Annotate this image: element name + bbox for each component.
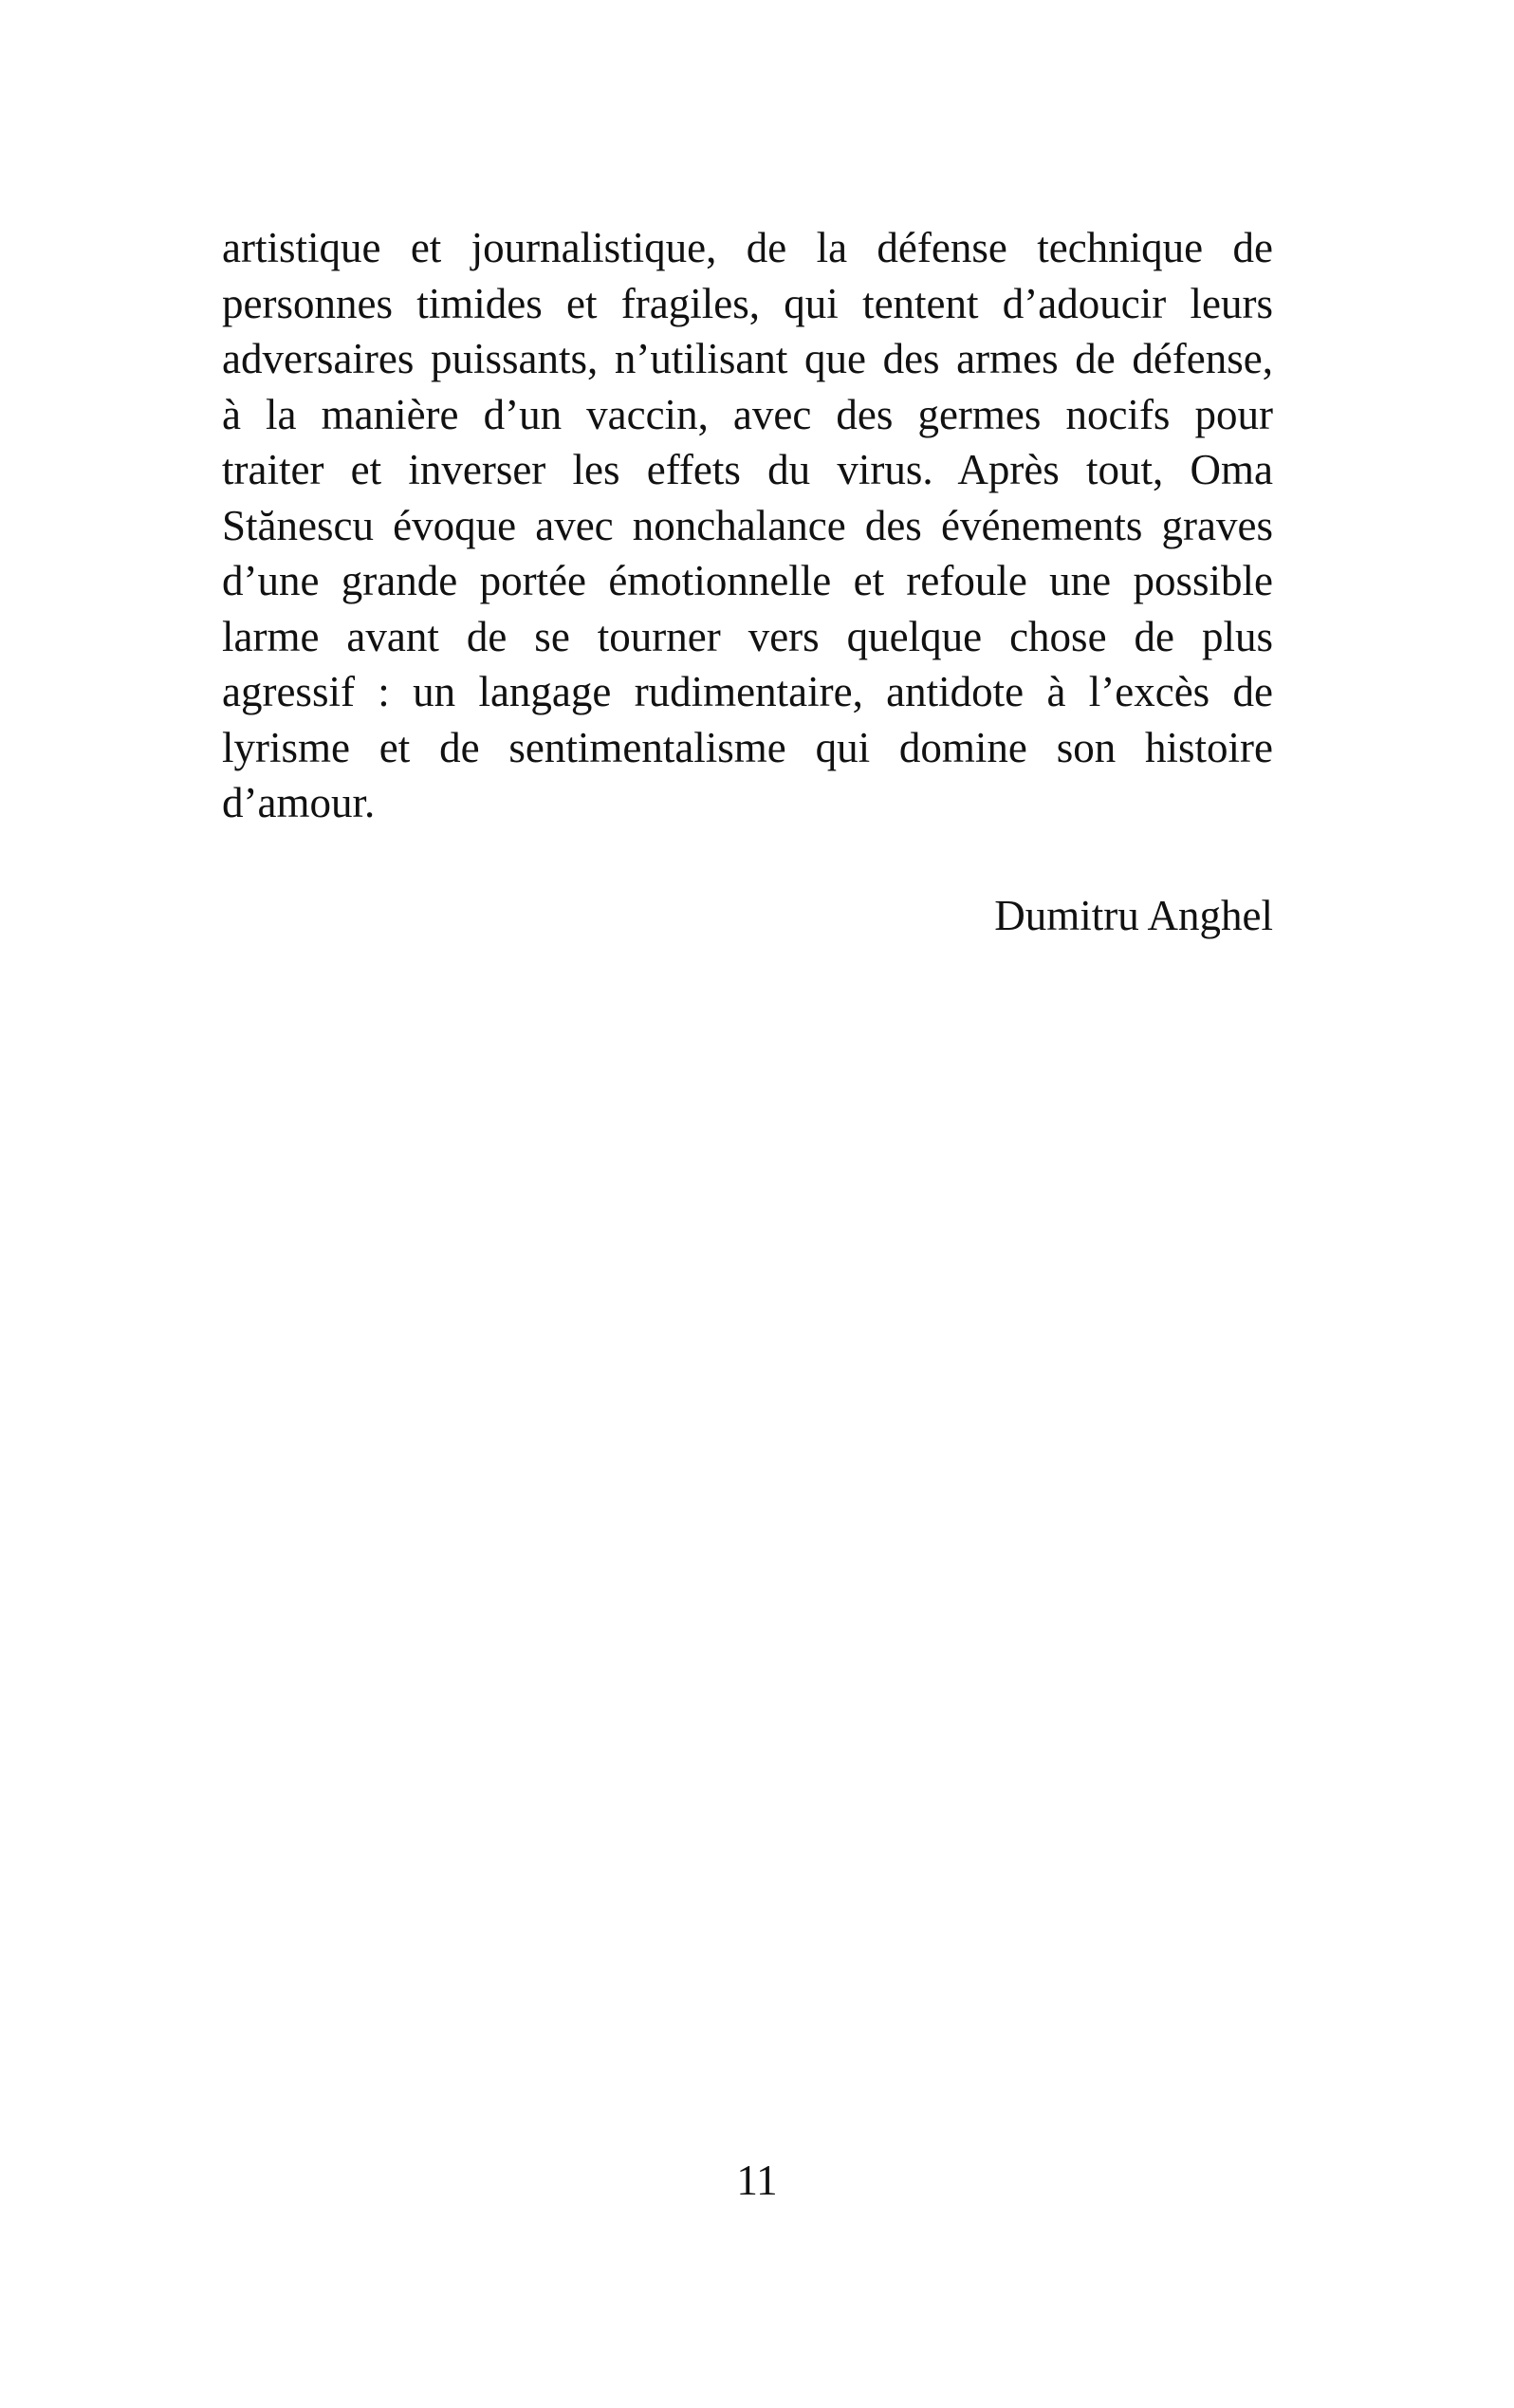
paragraph-line: adversaires puissants, n’utilisant que des armes de défense, [222, 335, 1273, 382]
body-paragraph [222, 220, 1273, 831]
paragraph-line: lyrisme et de sentimentalisme qui domine son histoire [222, 723, 1273, 771]
paragraph-line: d’une grande portée émotionnelle et refoule une possible [222, 557, 1273, 604]
paragraph-line: personnes timides et fragiles, qui tentent d’adoucir leurs [222, 279, 1273, 327]
page-number: 11 [736, 2157, 778, 2204]
paragraph-line: artistique et journalistique, de la défense technique de [222, 224, 1273, 271]
author-signature: Dumitru Anghel [994, 892, 1273, 939]
paragraph-line: à la manière d’un vaccin, avec des germes nocifs pour [222, 390, 1273, 438]
paragraph-line: Stănescu évoque avec nonchalance des événements graves [222, 501, 1273, 549]
paragraph-line: traiter et inverser les effets du virus. Après tout, Oma [222, 446, 1273, 493]
paragraph-line: agressif : un langage rudimentaire, antidote à l’excès de [222, 668, 1273, 715]
paragraph-line: larme avant de se tourner vers quelque chose de plus [222, 612, 1273, 660]
paragraph-line: d’amour. [222, 779, 376, 826]
